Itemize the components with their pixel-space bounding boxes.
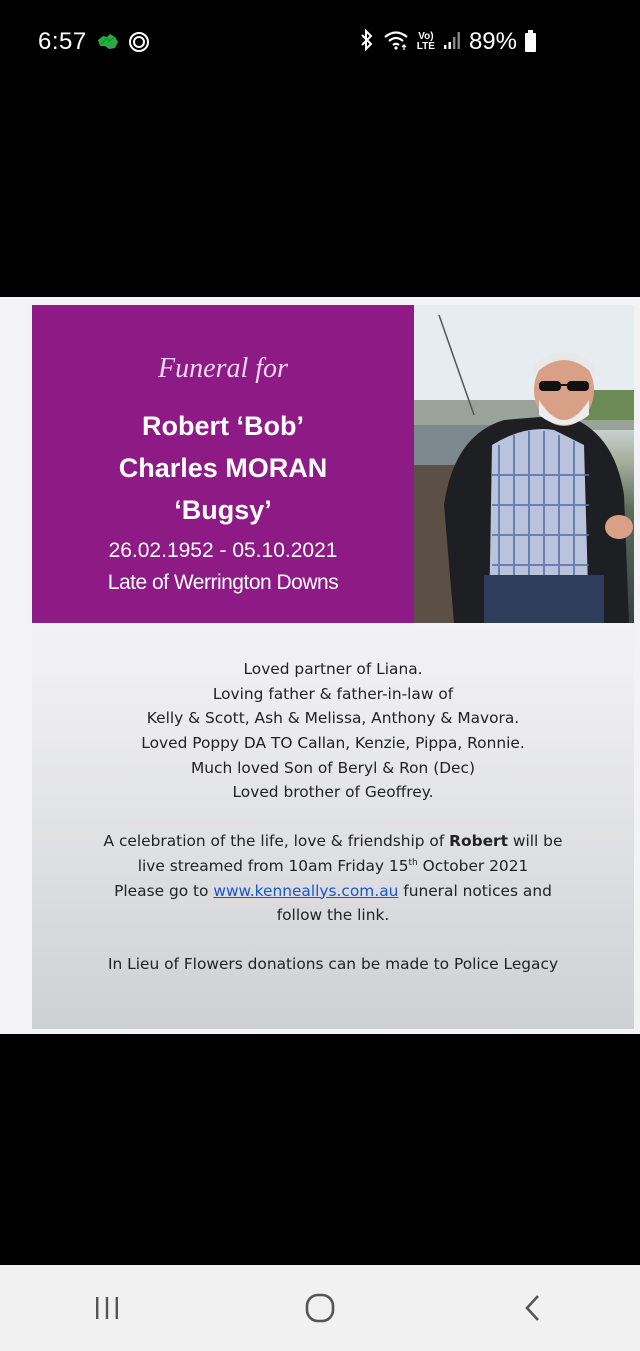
- status-left: [38, 28, 149, 56]
- family-line: Loving father & father-in-law of: [212, 684, 454, 703]
- clock: 6:57: [38, 28, 87, 55]
- celebration-line: [32, 829, 634, 854]
- volte-top-text: Vo): [418, 31, 434, 42]
- donations-line: In Lieu of Flowers donations can be made to Police Legacy: [107, 954, 559, 973]
- title-panel: [32, 305, 414, 623]
- name-line-1: Robert ‘Bob’: [142, 411, 304, 441]
- navigation-bar: [0, 1265, 640, 1351]
- goto-line: [32, 879, 634, 904]
- recent-apps-icon: [92, 1295, 122, 1321]
- nickname: ‘Bugsy’: [174, 495, 272, 525]
- volte-bottom-text: LTE: [416, 41, 435, 52]
- home-icon: [304, 1292, 336, 1324]
- kenneallys-link[interactable]: www.kenneallys.com.au: [213, 881, 399, 900]
- status-right: [359, 28, 536, 56]
- family-line: Kelly & Scott, Ash & Melissa, Anthony & Mavora.: [146, 709, 520, 728]
- stream-sup: th: [408, 857, 418, 868]
- circle-app-icon: [129, 32, 149, 52]
- celebration-prefix: A celebration of the life, love & friendship of: [103, 832, 450, 851]
- back-icon: [521, 1293, 545, 1323]
- recent-apps-button[interactable]: [77, 1278, 137, 1338]
- battery-icon: [525, 33, 536, 52]
- spacer: [32, 928, 634, 952]
- bluetooth-icon: [359, 29, 375, 56]
- volte-icon: [417, 32, 435, 52]
- celebration-name: Robert: [449, 832, 508, 851]
- stream-line: [32, 854, 634, 879]
- celebration-suffix: will be: [507, 832, 563, 851]
- family-line: Much loved Son of Beryl & Ron (Dec): [190, 758, 475, 777]
- notice-body: [32, 657, 634, 977]
- follow-line: follow the link.: [276, 906, 390, 925]
- signal-icon: [443, 30, 461, 55]
- funeral-notice: [32, 305, 634, 1029]
- home-button[interactable]: [290, 1278, 350, 1338]
- status-bar: [0, 0, 640, 84]
- stream-suffix: October 2021: [417, 856, 529, 875]
- life-dates: 26.02.1952 - 05.10.2021: [108, 539, 338, 562]
- back-button[interactable]: [503, 1278, 563, 1338]
- portrait-photo: [414, 305, 634, 623]
- goto-suffix: funeral notices and: [398, 881, 552, 900]
- family-line: Loved partner of Liana.: [243, 660, 423, 678]
- name-line-2: Charles MORAN: [118, 453, 328, 483]
- stream-prefix: live streamed from 10am Friday 15: [137, 856, 409, 875]
- family-line: Loved brother of Geoffrey.: [232, 783, 434, 802]
- australia-app-icon: [95, 32, 121, 52]
- image-viewer[interactable]: [0, 297, 640, 1034]
- spacer: [32, 805, 634, 829]
- family-line: Loved Poppy DA TO Callan, Kenzie, Pippa, Ronnie.: [141, 734, 525, 753]
- funeral-for-heading: Funeral for: [158, 353, 288, 384]
- battery-percent: 89%: [468, 28, 517, 55]
- wifi-icon: [383, 29, 409, 56]
- goto-prefix: Please go to: [114, 881, 214, 900]
- late-of: Late of Werrington Downs: [107, 571, 339, 594]
